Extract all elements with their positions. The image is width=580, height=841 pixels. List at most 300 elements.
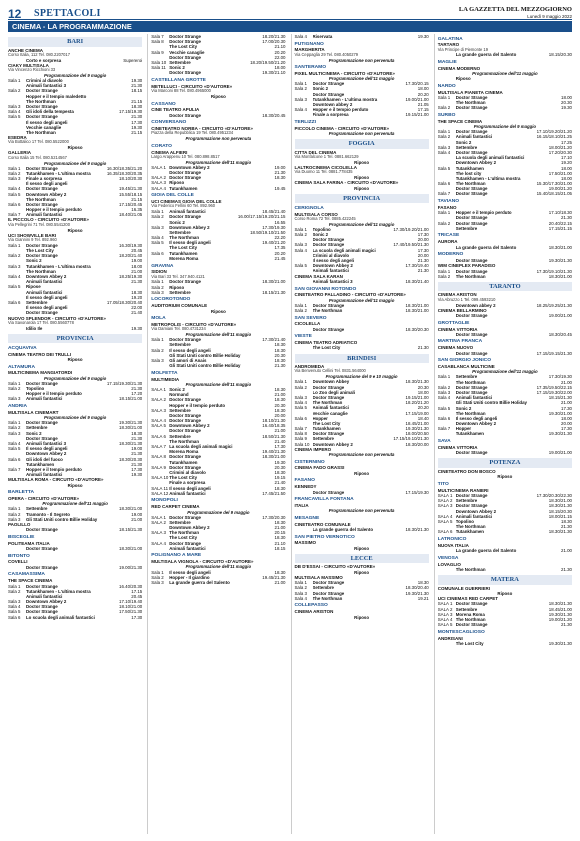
film-title: Doctor Strange [312,431,345,437]
programme-note: Programmazione dell'11 maggio [472,71,538,77]
issue-date: Lunedì 9 maggio 2022 [527,14,572,19]
film-title: Topolino [312,226,331,232]
showtime: 21.30 [274,363,286,369]
film-title: Downtown Abbey 2 [26,451,67,457]
screen-label: Sala 3 [294,394,307,400]
listing-column-3 [291,34,429,834]
film-title: The Lost City [169,475,198,481]
film-title: Gli idoli del fuoco [26,456,63,462]
screen-label: Sala 7 [294,426,307,432]
screen-label: Sala 4 [8,604,21,610]
screen-label [438,313,456,318]
showtime: 19.30/21.30 [405,590,429,596]
programme-note: Programmazione del 9 maggio [43,375,107,381]
cinema-name: ANDRISANI [437,635,463,641]
film-title: Doctor Strange [312,489,345,495]
masthead [8,6,572,20]
showtime: 19.30/21.30 [119,420,143,426]
screen-label: Sala 4 [294,34,307,39]
showtime: 22.00 [131,305,143,311]
screen-label: Sala 2 [151,284,164,290]
screen-label: Sala 1 [294,379,307,385]
showtime: 18.00 [561,95,572,100]
showtime: 19.45/21.30 [119,186,143,192]
film-title: Doctor Strange [455,95,488,100]
showtime: 19.30/21.00 [548,410,572,416]
showtime: 17.40/19.50/21.30 [393,242,429,248]
showtime: 19.00 [131,511,143,517]
film-title: Doctor Strange [312,326,345,332]
newspaper-title: LA GAZZETTA DEL MEZZOGIORNO [458,6,572,13]
screen-label: Sala 1 [151,209,164,215]
screen-label: Sala 5 [294,263,307,269]
film-title: Riposo [169,180,185,186]
film-title: Doctor Strange [455,258,488,264]
showtime-row [295,34,429,39]
screen-label [295,490,313,495]
cinema-name: CINEMA IMPERO [294,446,332,452]
film-title: Hopper e il tempio perduto [169,402,226,408]
showtime-row [438,529,572,534]
showtime: 17.35/19.50/22.15 [536,384,572,390]
screen-label: Sala 1 [8,506,21,512]
film-title: Il sesso degli angeli [455,415,498,421]
cinema-name: MULTISALA CORSO [294,211,338,217]
showtime: 19.00 [131,446,143,452]
programme-note: Programmazione del 9 maggio [43,415,107,421]
cinema-name: FASANO [437,204,457,210]
film-title: Doctor Strange [169,112,201,118]
screen-label: Sala 4 [151,235,164,241]
showtime: 18.50/21.30 [262,433,286,439]
showtime: 18.30/21.00 [405,302,429,308]
film-title: Sonic 2 [455,405,472,411]
town-heading: MOLFETTA [151,370,178,376]
showtime: 18.30/21.30 [548,601,572,607]
showtime: 17.30 [417,232,429,238]
screen-label: Sala 1 [8,242,21,248]
showtime: 18.15 [131,88,143,94]
showtime: 18.30 [131,103,143,109]
closed-note: Riposo [497,474,513,480]
section-name: SPETTACOLI [34,8,101,19]
screen-label: SALA 4 [437,616,453,622]
film-title: The Northman [26,268,56,274]
listing-column-1 [8,34,142,834]
screen-label: SALA 12 [151,490,169,496]
screen-label: Sala 3 [437,389,451,395]
screen-label: Sala 3 [151,357,164,363]
city-heading: PROVINCIA [8,334,142,344]
city-heading: POTENZA [438,458,572,468]
film-title: Animali fantastici 3 [312,278,353,284]
showtime: 19.15 [274,475,286,481]
screen-label: Sala 3 [8,430,21,436]
film-title: The Lost City [312,420,341,426]
screen-label: SALA 9 [151,464,166,470]
showtime: 16.40/20.30 [119,583,143,589]
film-title: Sonic 2 [455,139,472,145]
showtime: 19.30/21.10 [262,70,286,76]
film-title: The Northman [169,235,200,241]
screen-label: SALA 2 [151,175,166,181]
cinema-name: CINEMA BELLARMINO [437,307,487,313]
showtime: 18.30 [274,407,286,413]
screen-label: Sala 3 [8,396,21,402]
showtime: 19.30 [131,78,143,84]
showtime: 16.35 [131,207,143,213]
film-title: Animali fantastici [26,396,63,402]
screen-label [295,268,313,273]
screen-label: SALA 4 [151,418,166,424]
screen-label: Sala 6 [8,201,21,207]
screen-label: Sala 10 [294,441,310,447]
film-title: Hopper [455,426,472,432]
section-banner: CINEMA - LA PROGRAMMAZIONE [8,21,572,32]
film-title: Doctor Strange [312,81,345,87]
cinema-name: UCI CINEMAS GIOIA DEL COLLE [151,199,222,205]
film-title: Doctor Strange [169,412,201,418]
showtime: 18.10/21.00 [119,604,143,610]
screen-label: Sala 2 [8,88,21,94]
film-title: Sonic 2 [169,219,185,225]
film-title: Doctor Strange [455,503,488,509]
screen-label [438,226,456,231]
cinema-address: Via Duomo 11 Tel. 0881.778435 [294,169,353,175]
showtime: 18.30/21.30 [405,379,429,385]
showtime: 20.20 [417,91,429,97]
screen-label [438,76,456,81]
town-heading: SAN SEVERO [294,315,327,321]
showtime: 21.30 [131,279,143,285]
showtime: 20.30 [417,384,429,390]
cinema-name: CINETEATRO COMUNALE [294,521,351,527]
film-title: Animali fantastici [169,209,206,215]
screen-label: Sala 4 [8,274,21,280]
film-title: The Lost City [169,535,198,541]
screen-label: Sala 5 [8,609,21,615]
town-heading: ACQUAVIVA [8,345,37,351]
showtime: 20.40/22.15 [548,220,572,226]
showtime: 21.00 [131,516,143,522]
programme-note: Programmazione dell'11 maggio [185,564,252,570]
film-title: Riposo [169,284,185,290]
showtime-row [438,274,572,279]
showtime: 17.30 [131,614,143,620]
screen-label: Sala 3 [151,224,164,230]
showtime: 21.30 [131,451,143,457]
town-heading: TAVIANO [437,199,460,205]
closed-note: Riposo [354,545,370,551]
showtime: 16.55 [274,219,286,225]
screen-label: Sala 11 [151,65,166,71]
showtime: 21.00 [131,268,143,274]
screen-label [8,565,26,570]
showtime: 18.30/21.30 [119,440,143,446]
screen-label: Sala 6 [8,456,21,462]
programme-note: Programmazione dell'11 maggio [185,332,252,338]
showtime: 18.00 [417,86,429,92]
cinema-name: CINEMA VITTORIA [437,326,478,332]
screen-label [295,527,313,532]
showtime: 18.00/21.20 [548,144,572,150]
screen-label: Sala 2 [294,86,307,92]
film-title: Doctor Strange [455,191,488,197]
screen-label [438,548,456,553]
screen-label: Sala 1 [437,95,451,100]
showtime: 21.00 [274,428,286,434]
town-heading: MONTESCAGLIOSO [437,629,485,635]
showtime: 17.20/20.30 [548,149,572,155]
showtime: 17.30/20.30/22.30 [536,493,572,499]
screen-label: Sala 6 [8,299,21,305]
film-title: Settembre [169,519,191,525]
screen-label [151,70,169,75]
screen-label [8,527,26,532]
screen-label: Sala 2 [294,307,307,313]
programme-note: Programmazione dell'11 maggio [472,369,538,375]
screen-label: Sala 7 [437,191,451,197]
screen-label [151,546,169,551]
town-heading: CONVERSANO [151,120,187,126]
film-title: Downtown Abbey 2 [26,599,67,605]
showtime: 17.30/19.40 [405,263,429,269]
cinema-name: CINEMA TEATRO ADRIATICO [294,340,358,346]
screen-label [295,327,313,332]
screen-label: SALA 11 [151,485,169,491]
cinema-name: CICOLELLA [294,321,321,327]
film-title: Doctor Strange [169,175,201,181]
showtime: 21.30 [561,566,572,572]
showtime: 17.15/19.30/22.00 [536,389,572,395]
screen-label: SALA 2 [437,606,453,612]
showtime-row [295,327,429,332]
town-heading: SANTERAMO [294,65,327,71]
screen-label: Sala 5 [8,114,21,120]
film-title: The lost city [455,170,482,176]
programme-note: Programmazione dell'11 maggio [185,159,252,165]
showtime-row [438,622,572,627]
film-title: Doctor Strange [312,394,345,400]
showtime: 21.40 [274,438,286,444]
showtime: 18.30/21.30 [405,526,429,532]
film-title: The Northman [455,181,486,187]
film-title: Hopper e il tempio maledetto [26,93,87,99]
programme-note: Programmazione non pervenuta [328,57,395,63]
showtime: 19.00/21.00 [548,450,572,456]
showtime: 20.20 [417,405,429,411]
showtime: 19.20 [561,160,572,166]
film-title: Hopper - Il giardino [169,574,210,580]
city-heading: TARANTO [438,282,572,292]
film-title: Doctor Strange [455,331,488,337]
screen-label: Sala 2 [8,588,21,594]
film-title: Lo scuola degli animali fantastici [26,614,95,620]
showtime: 18.30/20.00 [405,441,429,447]
cinema-name: ESEDRA [8,135,27,141]
film-title: Settembre [455,606,478,612]
film-title: Doctor Strange [26,583,58,589]
showtime: 21.30 [561,524,572,530]
showtime: 18.15/21.30 [119,527,143,533]
closed-note: Riposo [497,590,513,596]
town-heading: TITO [437,481,449,487]
film-title: Settembre [26,299,48,305]
showtime: 21.05 [417,102,429,108]
showtime: 20.30 [274,402,286,408]
town-heading: MOLA [151,316,166,322]
town-heading: BISCEGLIE [8,534,35,540]
town-heading: TERLIZZI [294,120,316,126]
showtime: 19.20 [131,294,143,300]
screen-label: Sala 3 [8,103,21,109]
film-title: Il sesso degli angeli [169,240,211,246]
showtime: 17.15/19.00 [405,410,429,416]
city-heading: BARI [8,37,142,47]
cinema-address: Via Benvenuto Cellini Tel. 0831.564000 [294,368,366,374]
town-heading: BARLETTA [8,490,34,496]
showtime: 17.10/18.30 [548,210,572,216]
screen-label [438,245,456,250]
screen-label: Sala 5 [8,191,21,197]
film-title: Hopper e il tempio perduto [26,391,82,397]
showtime: 21.30 [131,114,143,120]
showtime: 18.15/20.30 [548,52,572,58]
film-title: Gli Stati Uniti contro Billie Holiday [169,352,241,358]
film-title: Downtown Abbey 2 [455,421,497,427]
film-title: Doctor Strange [455,313,488,319]
film-title: Animali fantastici [26,289,63,295]
showtime: 18.00/20.50 [405,431,429,437]
showtime: 16.15/18.10/21.25 [536,134,572,140]
screen-label: Sala 6 [437,181,451,187]
cinema-name: THE SPACE CINEMA [437,118,483,124]
screen-label: Sala 3 [294,96,307,102]
showtime: 18.25/19.25/21.30 [536,302,572,308]
showtime: 18.15/21.00 [119,396,143,402]
showtime: 21.45 [274,255,286,261]
screen-label: Sala 4 [294,107,307,113]
film-title: Finale a sorpresa [169,480,206,486]
film-title: Downtown Abbey 2 [169,524,210,530]
screen-label: Sala 1 [8,380,21,386]
screen-label: Sala 6 [151,250,164,256]
cinema-address: Piazza della Repubblica 19 Tel. 080.4951234 [151,130,234,136]
showtime: 20.30 [274,352,286,358]
film-title: The Northman [312,307,343,313]
showtime: 19.30 [561,105,572,111]
cinema-name: MULTISALA VIGNOLA - CIRCUITO «D'AUTORE» [151,559,254,565]
showtime: 17.30 [131,466,143,472]
showtime: 17.45/21.50 [262,490,286,496]
showtime-row [295,279,429,284]
cinema-name: CINEMA TEATRO DEI TRULLI [8,351,71,357]
showtime-row [438,245,572,250]
screen-label: SALA 4 [151,540,166,546]
showtime: 18.30 [274,469,286,475]
screen-label: Sala 5 [294,405,307,411]
cinema-name: MULTISALA CINEMART [8,409,59,415]
film-title: Tutankhamen - L'ultima mostra [26,588,91,594]
showtime: 22.00 [274,54,286,60]
cinema-name: POLITEAMA ITALIA [8,540,50,546]
programme-note: Programmazione del 9 maggio [43,72,107,78]
showtime: 17.00/20.30 [262,39,286,45]
showtime: 19.45 [274,185,286,191]
film-title: Doctor Strange [169,454,201,460]
screen-label: Sala 5 [151,240,164,246]
film-title: Sonic 2 [26,430,42,436]
showtime: 16.30/19.30 [119,242,143,248]
closed-note: Riposo [354,569,370,575]
screen-label: Sala 1 [8,583,21,589]
showtime: 21.30 [561,215,572,221]
showtime: 18.30 [274,519,286,525]
screen-label: Sala 1 [151,337,164,343]
film-title: Downtown Abbey 2 [169,224,210,230]
showtime: 18.00 [561,415,572,421]
screen-label: Sala 6 [294,415,307,421]
cinema-name: CIAKY MULTISALA [8,62,49,68]
showtime: 18.30/20.30 [405,326,429,332]
showtime-row [295,308,429,313]
film-title: Sonic 2 [312,86,329,92]
screen-label: Sala 1 [437,268,451,274]
town-heading: GIOIA DEL COLLE [151,193,194,199]
cinema-name: UCI CINEMAS RED CARPET [437,596,499,602]
film-title: Il sesso degli angeli [169,569,211,575]
showtime-row [151,290,285,295]
screen-label: Sala 8 [151,39,164,45]
cinema-address: Via Pellegrini 71 Tel. 080.5541200 [8,221,70,227]
showtime: 18.30 [274,569,286,575]
screen-label: Sala 2 [8,425,21,431]
showtime: 20.45 [131,593,143,599]
film-title: Animali fantastici [26,472,63,478]
film-title: Gli Stati Uniti contro Billie Holiday [26,516,98,522]
film-title: Hopper e il tempio perduto [455,210,512,216]
cinema-name: GALLERIA [8,150,31,156]
programme-note: Programmazione non pervenuta [328,452,395,458]
closed-note: Riposo [354,470,370,476]
film-title: Doctor Strange [26,435,58,441]
screen-label [438,303,456,308]
showtime-row [438,567,572,572]
screen-label: Sala 8 [294,431,307,437]
showtime: 21.15 [131,196,143,202]
town-heading: FRANCAVILLA FONTANA [294,497,354,503]
film-title: Downtown Abbey 2 [455,160,497,166]
screen-label [438,431,456,436]
film-title: Doctor Strange [169,279,201,285]
programme-note: Programmazione dell'11 maggio [328,297,395,303]
showtime: 20.30 [561,100,572,106]
showtime: 18.30/21.00 [119,425,143,431]
screen-label: Sala 5 [437,165,451,171]
film-title: Animali fantastici [169,545,206,551]
showtime: 18.30/21.30 [548,529,572,535]
showtime: 18.15/21.30 [548,395,572,401]
screen-label [438,332,456,337]
film-title: The Northman [455,273,486,279]
showtime-row [295,490,429,495]
town-heading: POLIGNANO A MARE [151,553,202,559]
screen-label: Sala 1 [437,129,451,135]
showtime: 20.20 [274,49,286,55]
showtime: 18.30/21.00 [119,506,143,512]
film-title: Topolino [26,386,45,391]
screen-label: SALA 6 [151,433,166,439]
